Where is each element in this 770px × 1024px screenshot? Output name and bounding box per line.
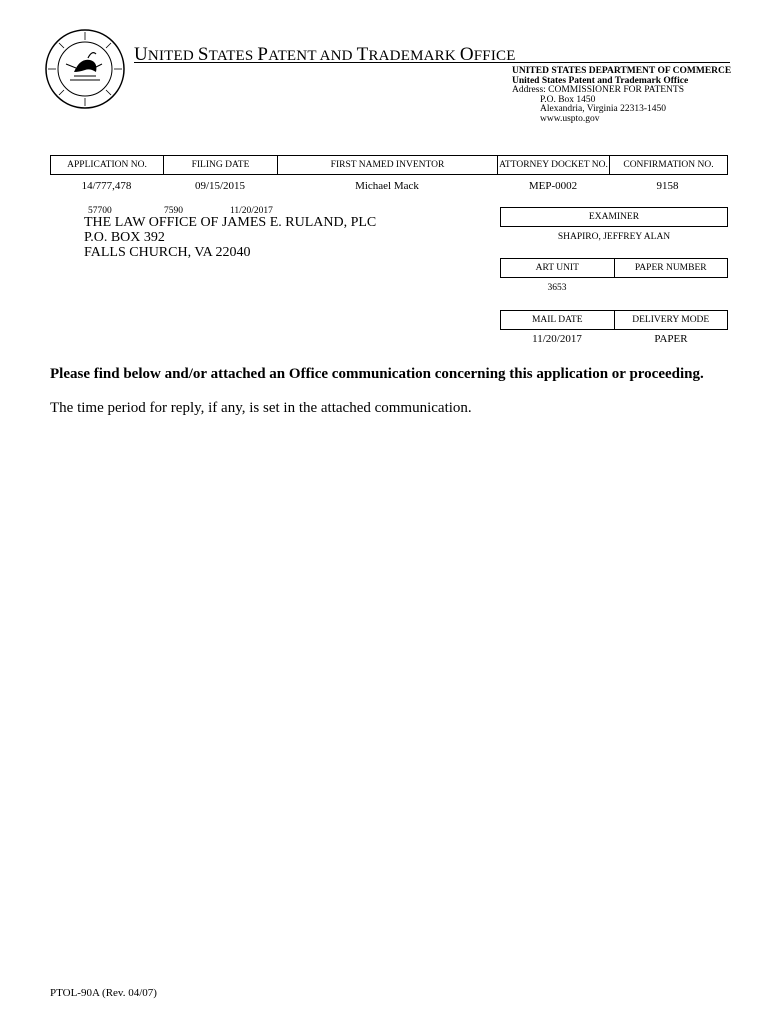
examiner-label: EXAMINER [588,212,640,222]
address-line-3: Alexandria, Virginia 22313-1450 [540,104,666,114]
examiner-box [500,207,728,227]
uspto-seal-icon [44,28,126,110]
title-rule [134,62,730,63]
header-first-named-inventor: FIRST NAMED INVENTOR [278,156,498,174]
customer-number: 57700 [88,206,112,216]
website: www.uspto.gov [540,113,600,124]
correspondence-code: 7590 [164,206,183,216]
reply-period-text: The time period for reply, if any, is set in the attached communication. [50,400,472,416]
delivery-mode-label: DELIVERY MODE [614,311,728,329]
address-line-1: COMMISSIONER FOR PATENTS [548,85,685,95]
address-line-2: P.O. Box 1450 [540,94,596,105]
filing-date: 09/15/2015 [194,180,246,192]
office-name: United States Patent and Trademark Office [512,75,689,86]
application-header-table [50,155,728,175]
paper-number-label: PAPER NUMBER [614,259,728,277]
header-filing-date: FILING DATE [164,156,278,174]
form-identifier: PTOL-90A (Rev. 04/07) [50,987,157,999]
header-application-no: APPLICATION NO. [51,156,164,174]
delivery-mode-value: PAPER [654,333,688,345]
art-unit-box [500,258,728,278]
address-label: Address: [512,85,546,95]
mailing-address [84,215,376,260]
address-po-box: P.O. BOX 392 [84,230,165,245]
address-city: FALLS CHURCH, VA 22040 [84,245,251,260]
communication-heading: Please find below and/or attached an Office communication concerning this application or proceeding. [50,366,704,382]
correspondence-date: 11/20/2017 [230,206,273,216]
address-firm: THE LAW OFFICE OF JAMES E. RULAND, PLC [84,215,377,230]
department-name: UNITED STATES DEPARTMENT OF COMMERCE [512,66,732,76]
first-named-inventor: Michael Mack [355,180,419,192]
mail-date-label: MAIL DATE [531,315,583,325]
art-unit-value: 3653 [547,283,567,293]
header-confirmation-no: CONFIRMATION NO. [623,160,714,170]
agency-title: UNITED STATES PATENT AND TRADEMARK OFFICE [134,44,516,65]
header-attorney-docket-no: ATTORNEY DOCKET NO. [498,156,610,174]
confirmation-no: 9158 [656,180,679,192]
examiner-name: SHAPIRO, JEFFREY ALAN [557,232,671,242]
department-address [512,67,731,124]
mail-date-value: 11/20/2017 [532,333,582,345]
application-no: 14/777,478 [81,180,132,192]
art-unit-label: ART UNIT [535,263,579,273]
attorney-docket-no: MEP-0002 [528,180,578,192]
mail-date-box [500,310,728,330]
